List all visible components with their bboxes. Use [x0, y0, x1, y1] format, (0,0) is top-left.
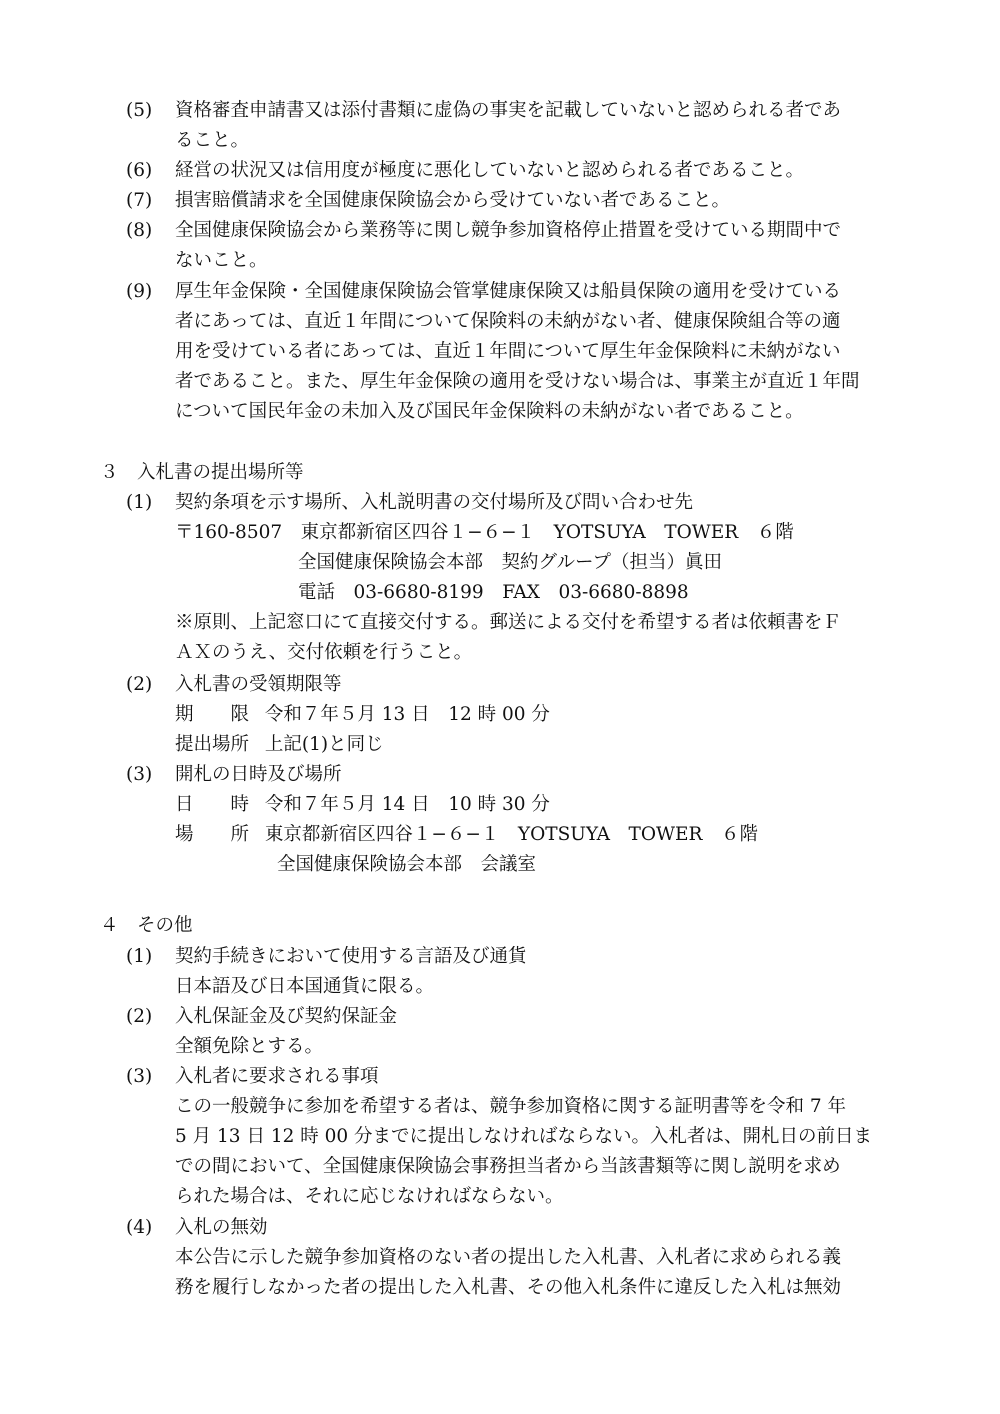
item-body-line: られた場合は、それに応じなければならない。	[175, 1186, 564, 1207]
item-number: (7)	[126, 190, 153, 211]
note-line: ※原則、上記窓口にて直接交付する。郵送による交付を希望する者は依頼書をＦ	[175, 612, 842, 633]
item-number: (3)	[126, 1066, 153, 1087]
deadline-row	[175, 702, 550, 728]
item-title: 開札の日時及び場所	[175, 764, 342, 785]
item-number: (6)	[126, 160, 153, 181]
item-number: (2)	[126, 674, 153, 695]
contact-phone: 電話 03-6680-8199 FAX 03-6680-8898	[298, 582, 689, 603]
opening-date-label: 日 時	[175, 794, 250, 815]
submission-place-label: 提出場所	[175, 734, 250, 755]
opening-date-row	[175, 792, 550, 818]
item-number: (8)	[126, 220, 153, 241]
note-line: ＡＸのうえ、交付依頼を行うこと。	[175, 642, 473, 663]
item-body-line: 務を履行しなかった者の提出した入札書、その他入札条件に違反した入札は無効	[175, 1277, 842, 1298]
item-number: (2)	[126, 1006, 153, 1027]
item-title: 入札書の受領期限等	[175, 674, 342, 695]
item-text-line: ること。	[175, 130, 250, 151]
item-text-line: 者であること。また、厚生年金保険の適用を受けない場合は、事業主が直近１年間	[175, 371, 860, 392]
item-text-line: 厚生年金保険・全国健康保険協会管掌健康保険又は船員保険の適用を受けている	[175, 281, 842, 302]
item-number: (5)	[126, 100, 153, 121]
item-body: 日本語及び日本国通貨に限る。	[175, 976, 435, 997]
item-title: 入札者に要求される事項	[175, 1066, 379, 1087]
submission-place-value: 上記(1)と同じ	[264, 734, 384, 755]
item-title: 入札保証金及び契約保証金	[175, 1006, 398, 1027]
item-text-line: について国民年金の未加入及び国民年金保険料の未納がない者であること。	[175, 401, 804, 422]
item-text-line: 全国健康保険協会から業務等に関し競争参加資格停止措置を受けている期間中で	[175, 220, 842, 241]
deadline-value: 令和７年５月 13 日 12 時 00 分	[264, 704, 550, 725]
item-text-line: ないこと。	[175, 250, 268, 271]
item-title: 契約条項を示す場所、入札説明書の交付場所及び問い合わせ先	[175, 492, 694, 513]
item-body-line: 本公告に示した競争参加資格のない者の提出した入札書、入札者に求められる義	[175, 1247, 842, 1268]
opening-date-value: 令和７年５月 14 日 10 時 30 分	[264, 794, 550, 815]
submission-place-row	[175, 732, 384, 758]
item-body: 全額免除とする。	[175, 1036, 324, 1057]
opening-place-value: 東京都新宿区四谷１−６−１ YOTSUYA TOWER ６階	[264, 824, 758, 845]
item-text-line: 資格審査申請書又は添付書類に虚偽の事実を記載していないと認められる者であ	[175, 100, 842, 121]
item-text-line: 経営の状況又は信用度が極度に悪化していないと認められる者であること。	[175, 160, 805, 181]
item-number: (1)	[126, 492, 153, 513]
opening-place-row	[175, 822, 758, 848]
contact-address: 〒160-8507 東京都新宿区四谷１−６−１ YOTSUYA TOWER ６階	[175, 522, 794, 543]
section-heading: ４ その他	[100, 915, 193, 936]
section-heading: ３ 入札書の提出場所等	[100, 462, 304, 483]
item-number: (4)	[126, 1217, 153, 1238]
item-text-line: 用を受けている者にあっては、直近１年間について厚生年金保険料に未納がない	[175, 341, 841, 362]
item-title: 入札の無効	[175, 1217, 268, 1238]
item-number: (9)	[126, 281, 153, 302]
contact-office: 全国健康保険協会本部 契約グループ（担当）眞田	[298, 552, 723, 573]
item-body-line: での間において、全国健康保険協会事務担当者から当該書類等に関し説明を求め	[175, 1156, 841, 1177]
deadline-label: 期 限	[175, 704, 250, 725]
opening-place-label: 場 所	[175, 824, 250, 845]
opening-place-value-line2: 全国健康保険協会本部 会議室	[277, 854, 537, 875]
item-body-line: この一般競争に参加を希望する者は、競争参加資格に関する証明書等を令和 7 年	[175, 1096, 847, 1117]
item-number: (3)	[126, 764, 153, 785]
item-number: (1)	[126, 946, 153, 967]
item-body-line: 5 月 13 日 12 時 00 分までに提出しなければならない。入札者は、開札日の前日ま	[175, 1126, 873, 1147]
item-text-line: 者にあっては、直近１年間について保険料の未納がない者、健康保険組合等の適	[175, 311, 841, 332]
item-title: 契約手続きにおいて使用する言語及び通貨	[175, 946, 527, 967]
item-text-line: 損害賠償請求を全国健康保険協会から受けていない者であること。	[175, 190, 731, 211]
